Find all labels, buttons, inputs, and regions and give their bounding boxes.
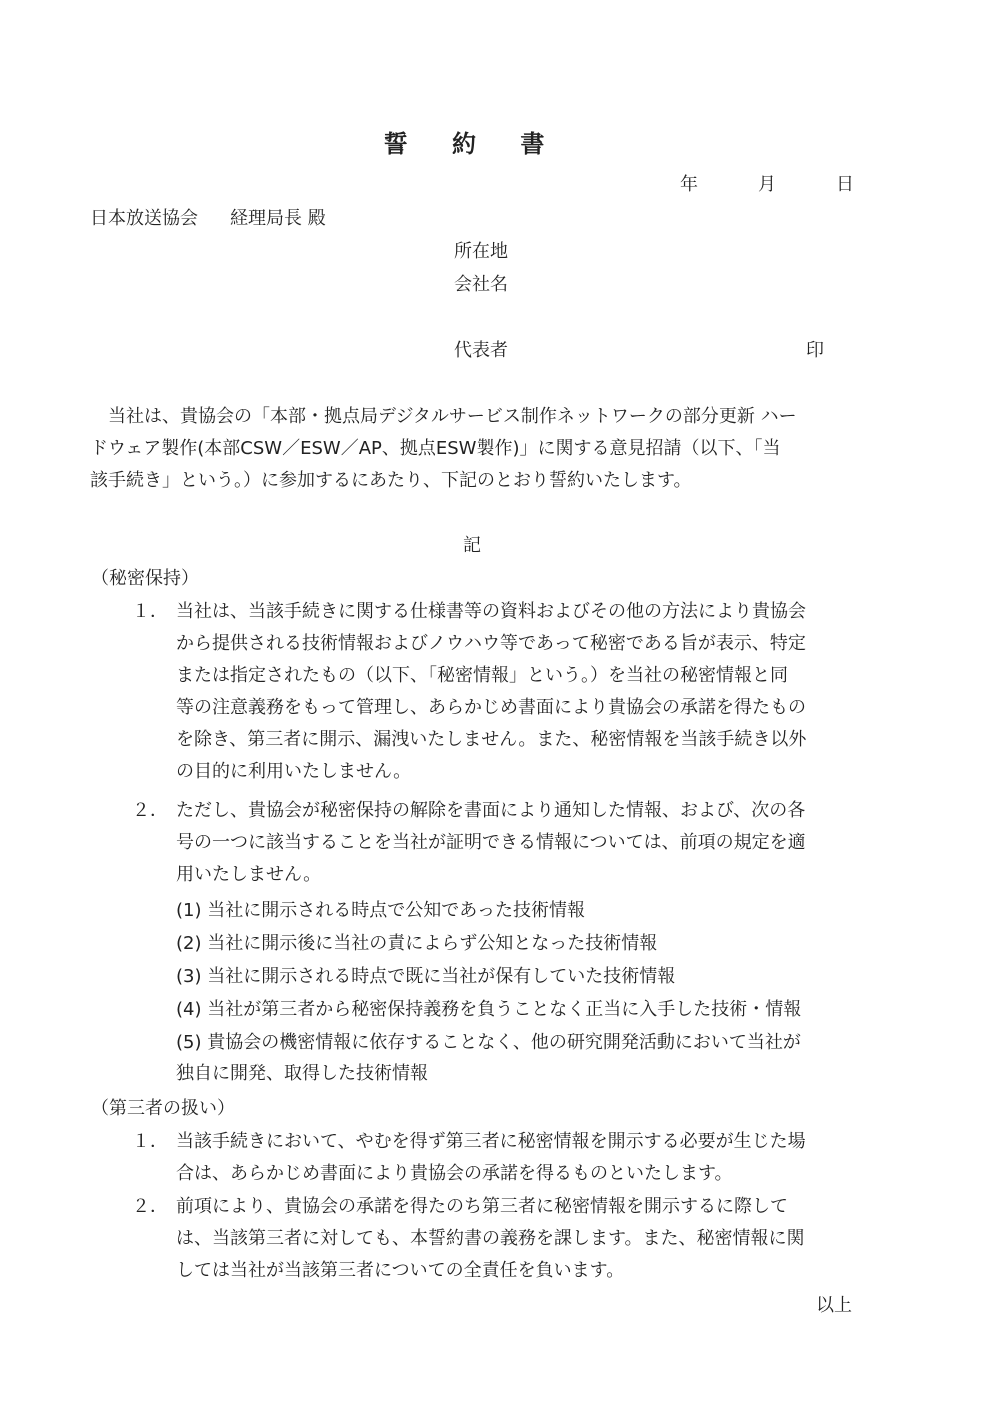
subitem: (3) 当社に開示される時点で既に当社が保有していた技術情報 <box>176 966 676 987</box>
seal-mark: 印 <box>806 340 824 361</box>
document-title: 誓 約 書 <box>383 130 563 158</box>
item-line: 号の一つに該当することを当社が証明できる情報については、前項の規定を適 <box>176 832 806 853</box>
date-month: 月 <box>758 174 776 195</box>
subitem: (5) 貴協会の機密情報に依存することなく、他の研究開発活動において当社が <box>176 1032 801 1053</box>
intro-line: ドウェア製作(本部CSW／ESW／AP、拠点ESW製作)」に関する意見招請（以下、「当 <box>90 438 781 459</box>
item-line: しては当社が当該第三者についての全責任を負います。 <box>176 1260 625 1281</box>
item-line: 当社は、当該手続きに関する仕様書等の資料およびその他の方法により貴協会 <box>176 601 806 622</box>
item-line: ただし、貴協会が秘密保持の解除を書面により通知した情報、および、次の各 <box>176 800 806 821</box>
company-label: 会社名 <box>454 274 508 295</box>
item-line: または指定されたもの（以下、「秘密情報」という。）を当社の秘密情報と同 <box>176 665 788 686</box>
item-line: 当該手続きにおいて、やむを得ず第三者に秘密情報を開示する必要が生じた場 <box>176 1131 806 1152</box>
item-line: の目的に利用いたしません。 <box>176 761 412 782</box>
intro-line: 当社は、貴協会の「本部・拠点局デジタルサービス制作ネットワークの部分更新 ハー <box>108 406 797 427</box>
item-number: ２． <box>132 800 168 821</box>
subitem: (2) 当社に開示後に当社の責によらず公知となった技術情報 <box>176 933 658 954</box>
item-line: 用いたしません。 <box>176 864 322 885</box>
item-line: 等の注意義務をもって管理し、あらかじめ書面により貴協会の承諾を得たもの <box>176 697 806 718</box>
closing-mark: 以上 <box>816 1295 852 1316</box>
item-line: 前項により、貴協会の承諾を得たのち第三者に秘密情報を開示するに際して <box>176 1196 788 1217</box>
representative-label: 代表者 <box>454 340 508 361</box>
item-number: １． <box>132 1131 168 1152</box>
subitem: 独自に開発、取得した技術情報 <box>176 1063 428 1084</box>
item-number: １． <box>132 601 168 622</box>
item-line: 合は、あらかじめ書面により貴協会の承諾を得るものといたします。 <box>176 1163 733 1184</box>
date-year: 年 <box>680 174 698 195</box>
section-heading-confidentiality: （秘密保持） <box>91 568 199 589</box>
subitem: (1) 当社に開示される時点で公知であった技術情報 <box>176 900 586 921</box>
addressee-person: 経理局長 殿 <box>230 208 326 229</box>
item-line: から提供される技術情報およびノウハウ等であって秘密である旨が表示、特定 <box>176 633 806 654</box>
addressee-org: 日本放送協会 <box>90 208 198 229</box>
ki-heading: 記 <box>463 535 481 556</box>
item-line: を除き、第三者に開示、漏洩いたしません。また、秘密情報を当該手続き以外 <box>176 729 807 750</box>
intro-line: 該手続き」という。）に参加するにあたり、下記のとおり誓約いたします。 <box>90 470 692 491</box>
date-day: 日 <box>836 174 854 195</box>
item-line: は、当該第三者に対しても、本誓約書の義務を課します。また、秘密情報に関 <box>176 1228 805 1249</box>
item-number: ２． <box>132 1196 168 1217</box>
subitem: (4) 当社が第三者から秘密保持義務を負うことなく正当に入手した技術・情報 <box>176 999 802 1020</box>
section-heading-third-party: （第三者の扱い） <box>91 1098 235 1119</box>
address-label: 所在地 <box>454 241 508 262</box>
